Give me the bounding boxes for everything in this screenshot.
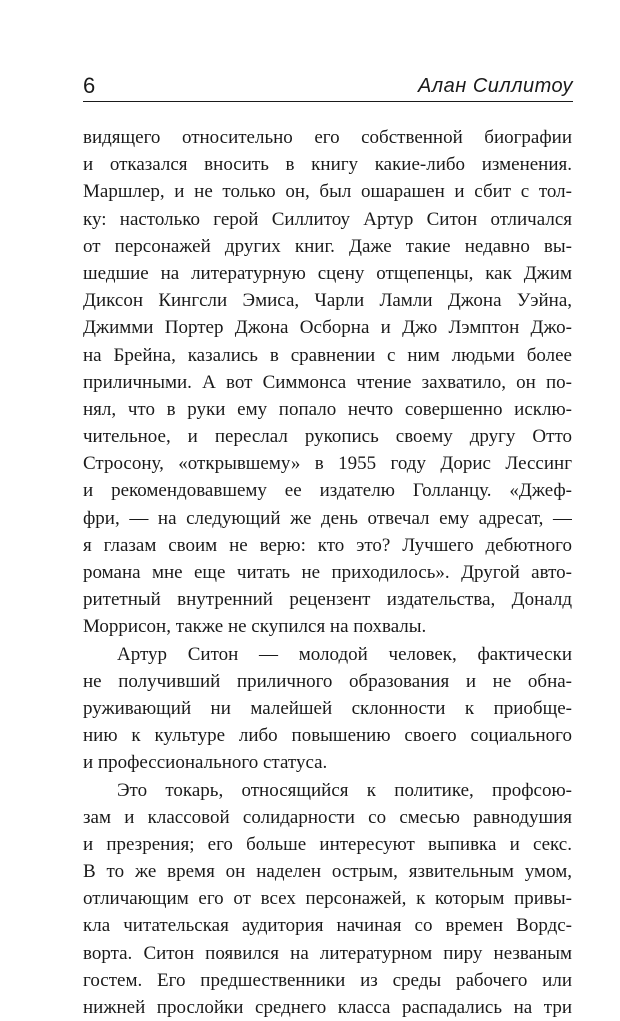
text-line: видящего относительно его собственной биографии <box>83 127 572 148</box>
text-line: Маршлер, и не только он, был ошарашен и сбит с тол- <box>83 181 572 203</box>
text-line: Артур Ситон — молодой человек, фактически <box>117 643 572 665</box>
text-line: романа мне еще читать не приходилось». Другой авто- <box>83 562 572 583</box>
text-line: ритетный внутренний рецензент издательства, Доналд <box>83 589 572 611</box>
body-text <box>83 124 572 1021</box>
text-line: зам и классовой солидарности со смесью равнодушия <box>83 806 572 828</box>
text-line: не получивший приличного образования и не обна- <box>83 670 572 692</box>
text-line: В то же время он наделен острым, язвительным умом, <box>83 861 572 883</box>
header-rule <box>83 101 573 102</box>
text-line: я глазам своим не верю: кто это? Лучшего дебютного <box>83 534 572 556</box>
text-line: нижней прослойки среднего класса распадались на три <box>83 997 572 1018</box>
text-line: руживающий ни малейшей склонности к приобще- <box>83 697 572 719</box>
text-line: кла читательская аудитория начиная со времен Вордс- <box>83 915 572 937</box>
text-line: Стросону, «открывшему» в 1955 году Дорис Лессинг <box>83 453 572 475</box>
text-line: шедшие на литературную сцену отщепенцы, как Джим <box>83 262 572 284</box>
text-line: нял, что в руки ему попало нечто совершенно исклю- <box>83 398 572 420</box>
text-line: от персонажей других книг. Даже такие недавно вы- <box>83 235 572 257</box>
text-line: на Брейна, казались в сравнении с ним людьми более <box>83 344 572 366</box>
running-title: Алан Силлитоу <box>418 75 573 97</box>
text-line: и отказался вносить в книгу какие-либо изменения. <box>83 154 572 176</box>
text-line: Моррисон, также не скупился на похвалы. <box>83 616 427 638</box>
page-number: 6 <box>83 73 96 98</box>
text-line: и рекомендовавшему ее издателю Голланцу. «Джеф- <box>83 480 572 502</box>
text-line: приличными. А вот Симмонса чтение захватило, он по- <box>83 371 572 393</box>
running-head <box>83 70 573 102</box>
text-line: гостем. Его предшественники из среды рабочего или <box>83 969 572 991</box>
text-line: ку: настолько герой Силлитоу Артур Ситон отличался <box>83 208 572 230</box>
text-line: ворта. Ситон появился на литературном пиру незваным <box>83 942 572 964</box>
text-line: и презрения; его больше интересуют выпивка и секс. <box>83 833 572 855</box>
text-line: отличающим его от всех персонажей, к которым привы- <box>83 888 572 910</box>
text-line: Джимми Портер Джона Осборна и Джо Лэмптон Джо- <box>83 317 572 339</box>
text-line: нию к культуре либо повышению своего социального <box>83 725 572 747</box>
text-line: и профессионального статуса. <box>83 752 328 774</box>
text-line: чительное, и переслал рукопись своему другу Отто <box>83 426 572 448</box>
text-line: фри, — на следующий же день отвечал ему адресат, — <box>83 507 572 529</box>
text-line: Диксон Кингсли Эмиса, Чарли Ламли Джона Уэйна, <box>83 290 572 312</box>
text-line: Это токарь, относящийся к политике, профсою- <box>117 779 572 801</box>
